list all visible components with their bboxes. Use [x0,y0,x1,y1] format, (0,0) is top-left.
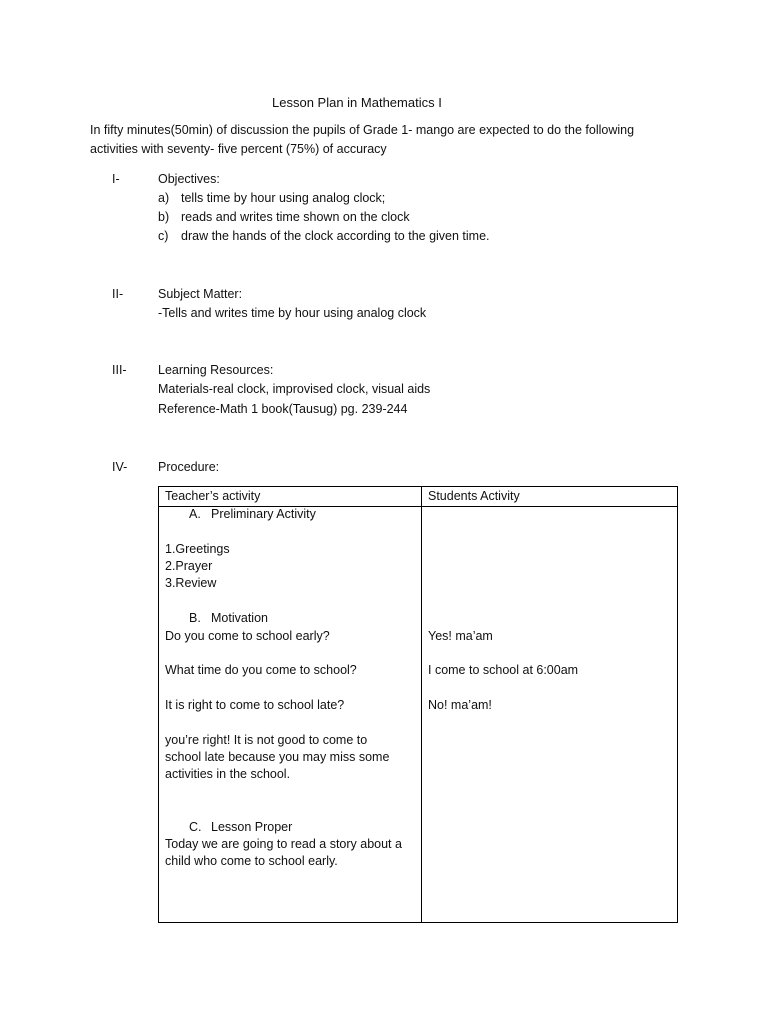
subsection-motivation: Motivation [211,611,268,625]
preliminary-item: 2.Prayer [165,559,213,573]
column-divider [421,487,422,922]
section-heading-subject-matter: Subject Matter: [158,287,243,301]
intro-line-1: In fifty minutes(50min) of discussion the pupils of Grade 1- mango are expected to do the following [90,123,635,137]
section-numeral-3: III- [112,363,127,377]
subsection-preliminary-activity: Preliminary Activity [211,507,316,521]
header-students-activity: Students Activity [428,489,520,503]
teacher-feedback-line: you’re right! It is not good to come to [165,733,368,747]
lesson-proper-line: Today we are going to read a story about a [165,837,402,851]
student-answer: No! ma’am! [428,698,492,712]
objective-letter: c) [158,229,169,243]
subsection-lesson-proper: Lesson Proper [211,820,293,834]
intro-line-2: activities with seventy- five percent (75%) of accuracy [90,142,387,156]
teacher-question: What time do you come to school? [165,663,357,677]
subsection-letter: C. [189,820,202,834]
section-heading-procedure: Procedure: [158,460,220,474]
lesson-proper-line: child who come to school early. [165,854,338,868]
teacher-question: It is right to come to school late? [165,698,345,712]
subsection-letter: B. [189,611,201,625]
subsection-letter: A. [189,507,201,521]
reference-text: Reference-Math 1 book(Tausug) pg. 239-244 [158,402,408,416]
teacher-question: Do you come to school early? [165,629,330,643]
section-heading-learning-resources: Learning Resources: [158,363,274,377]
materials-text: Materials-real clock, improvised clock, visual aids [158,382,431,396]
subject-matter-text: -Tells and writes time by hour using analog clock [158,306,427,320]
teacher-feedback-line: activities in the school. [165,767,291,781]
objective-item: tells time by hour using analog clock; [181,191,386,205]
section-heading-objectives: Objectives: [158,172,220,186]
section-numeral-4: IV- [112,460,128,474]
objective-item: draw the hands of the clock according to the given time. [181,229,490,243]
header-teacher-activity: Teacher’s activity [165,489,261,503]
objective-letter: b) [158,210,170,224]
objective-letter: a) [158,191,170,205]
document-title: Lesson Plan in Mathematics I [272,95,442,110]
section-numeral-2: II- [112,287,124,301]
student-answer: I come to school at 6:00am [428,663,579,677]
preliminary-item: 3.Review [165,576,217,590]
procedure-table [158,486,678,923]
student-answer: Yes! ma’am [428,629,493,643]
objective-item: reads and writes time shown on the clock [181,210,410,224]
preliminary-item: 1.Greetings [165,542,230,556]
teacher-feedback-line: school late because you may miss some [165,750,390,764]
section-numeral-1: I- [112,172,120,186]
